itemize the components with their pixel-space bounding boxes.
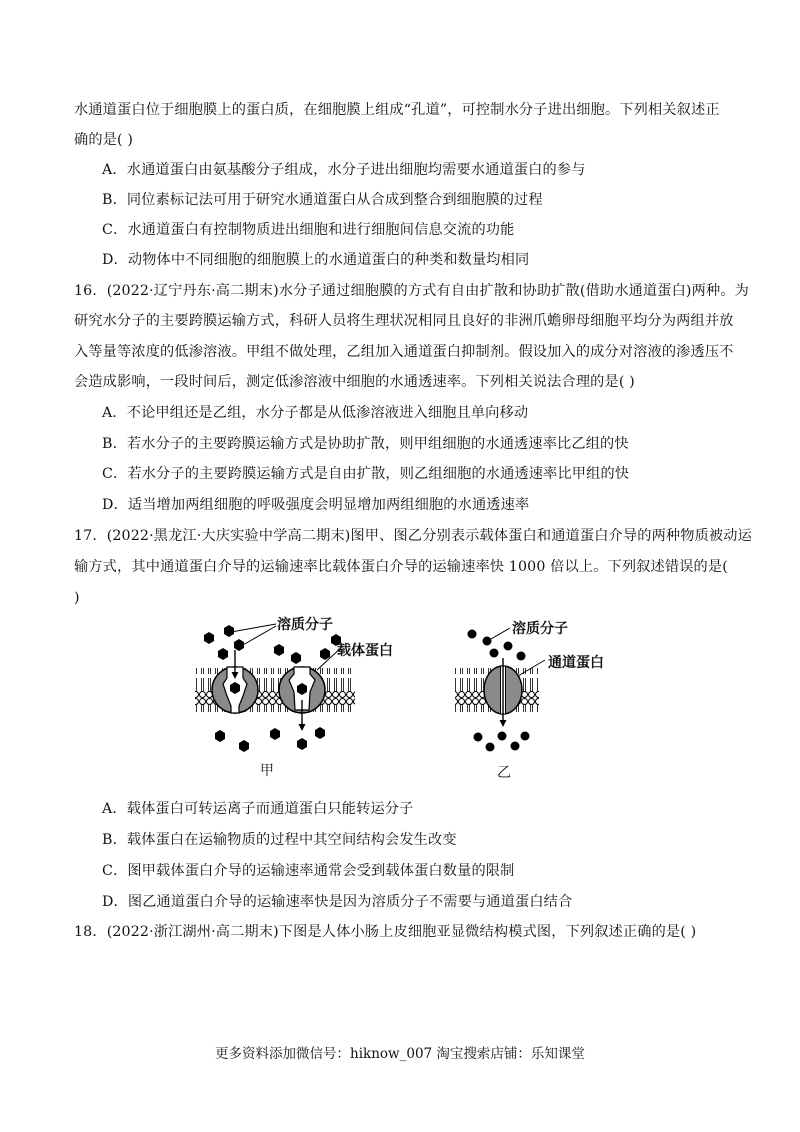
label-channel-protein: 通道蛋白 [548, 655, 604, 671]
q16-option-c: C．若水分子的主要跨膜运输方式是自由扩散，则乙组细胞的水通透速率比甲组的快 [102, 466, 630, 482]
q17-stem-line2: 输方式，其中通道蛋白介导的运输速率比载体蛋白介导的运输速率快 1000 倍以上。下列叙述错误的是( [74, 559, 728, 575]
carrier-protein-1 [212, 650, 258, 713]
q17-option-c: C．图甲载体蛋白介导的运输速率通常会受到载体蛋白数量的限制 [102, 863, 515, 879]
q16-stem-line3: 入等量等浓度的低渗溶液。甲组不做处理，乙组加入通道蛋白抑制剂。假设加入的成分对溶液的渗透压不 [74, 344, 734, 360]
q17-stem-line1: 17．(2022·黑龙江·大庆实验中学高二期末)图甲、图乙分别表示载体蛋白和通道蛋白介导的两种物质被动运 [74, 528, 752, 544]
page-footer: 更多资料添加微信号：hiknow_007 淘宝搜索店铺：乐知课堂 [215, 1046, 585, 1062]
q17-stem-line3: ) [74, 590, 80, 606]
transport-figure [185, 610, 625, 785]
q15-option-d: D．动物体中不同细胞的细胞膜上的水通道蛋白的种类和数量均相同 [102, 252, 530, 268]
q15-stem-line2: 确的是( ) [74, 132, 134, 148]
q15-stem-line1: 水通道蛋白位于细胞膜上的蛋白质，在细胞膜上组成“孔道”，可控制水分子进出细胞。下列相关叙述正 [74, 102, 720, 118]
q16-stem-line2: 研究水分子的主要跨膜运输方式，科研人员将生理状况相同且良好的非洲爪蟾卵母细胞平均分为两组并放 [74, 313, 734, 329]
q15-option-c: C．水通道蛋白有控制物质进出细胞和进行细胞间信息交流的功能 [102, 222, 515, 238]
q15-option-b: B．同位素标记法可用于研究水通道蛋白从合成到整合到细胞膜的过程 [102, 192, 543, 208]
q17-option-b: B．载体蛋白在运输物质的过程中其空间结构会发生改变 [102, 832, 457, 848]
caption-yi: 乙 [497, 765, 511, 781]
q16-option-b: B．若水分子的主要跨膜运输方式是协助扩散，则甲组细胞的水通透速率比乙组的快 [102, 436, 629, 452]
q16-option-a: A．不论甲组还是乙组，水分子都是从低渗溶液进入细胞且单向移动 [102, 405, 529, 421]
label-carrier-protein: 载体蛋白 [337, 643, 393, 659]
caption-jia: 甲 [260, 763, 274, 779]
q15-option-a: A．水通道蛋白由氨基酸分子组成，水分子进出细胞均需要水通道蛋白的参与 [102, 162, 586, 178]
q16-stem-line4: 会造成影响，一段时间后，测定低渗溶液中细胞的水通透速率。下列相关说法合理的是( ) [74, 374, 635, 390]
q16-option-d: D．适当增加两组细胞的呼吸强度会明显增加两组细胞的水通透速率 [102, 497, 530, 513]
q16-stem-line1: 16．(2022·辽宁丹东·高二期末)水分子通过细胞膜的方式有自由扩散和协助扩散(借助水通道蛋白)两种。为 [74, 283, 749, 299]
label-solute-left: 溶质分子 [277, 617, 333, 633]
q17-option-d: D．图乙通道蛋白介导的运输速率快是因为溶质分子不需要与通道蛋白结合 [102, 894, 573, 910]
q17-option-a: A．载体蛋白可转运离子而通道蛋白只能转运分子 [102, 801, 414, 817]
carrier-protein-2 [279, 667, 325, 731]
label-solute-right: 溶质分子 [512, 621, 568, 637]
q18-stem: 18．(2022·浙江湖州·高二期末)下图是人体小肠上皮细胞亚显微结构模式图，下列叙述正确的是( ) [74, 924, 697, 940]
